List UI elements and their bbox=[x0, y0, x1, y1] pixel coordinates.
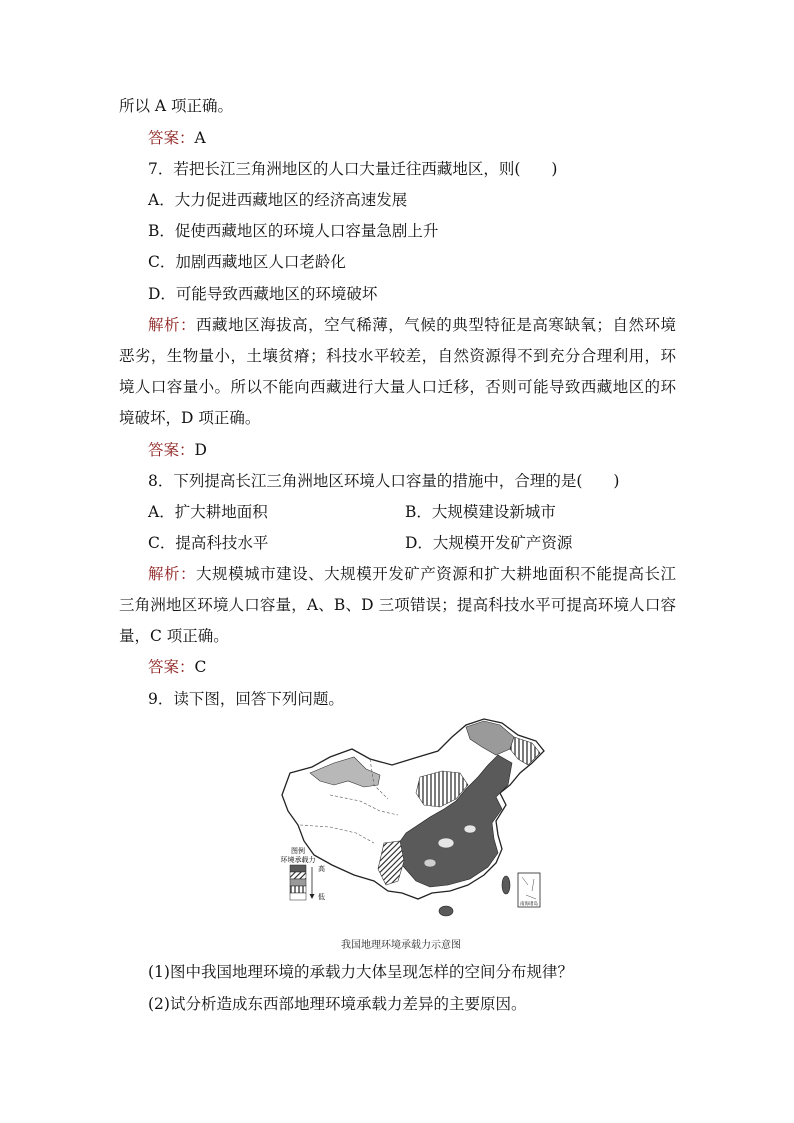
answer-value: D bbox=[194, 441, 207, 459]
answer-label: 答案： bbox=[148, 658, 195, 676]
q7-option-d: D．可能导致西藏地区的环境破坏 bbox=[148, 285, 378, 303]
legend-high: 高 bbox=[318, 865, 325, 873]
legend-swatch-3 bbox=[290, 879, 306, 886]
analysis-label: 解析： bbox=[148, 565, 197, 583]
answer-label: 答案： bbox=[148, 441, 195, 459]
legend-swatches bbox=[290, 865, 306, 900]
legend-subtitle: 环境承载力 bbox=[280, 856, 316, 864]
q7-analysis-line-2: 恶劣，生物量小，土壤贫瘠；科技水平较差，自然资源得不到充分合理利用，环 bbox=[119, 347, 676, 365]
taiwan-island bbox=[502, 876, 510, 894]
q6-answer bbox=[148, 128, 206, 148]
q8-option-c: C．提高科技水平 bbox=[148, 534, 269, 552]
analysis-label: 解析： bbox=[148, 316, 197, 334]
hainan-island bbox=[439, 906, 453, 916]
map-caption: 我国地理环境承载力示意图 bbox=[341, 940, 461, 951]
inset-label: 南海诸岛 bbox=[520, 902, 538, 907]
q8-analysis-line-3: 量，C 项正确。 bbox=[119, 627, 229, 645]
answer-value: C bbox=[194, 658, 207, 676]
q9-stem: 9．读下图，回答下列问题。 bbox=[148, 690, 344, 708]
q7-option-b: B．促使西藏地区的环境人口容量急剧上升 bbox=[148, 222, 439, 240]
q7-analysis-line-4: 境破坏，D 项正确。 bbox=[119, 409, 261, 427]
q7-analysis-line-1: 解析：西藏地区海拔高，空气稀薄，气候的典型特征是高寒缺氧；自然环境 bbox=[148, 316, 676, 334]
q6-conclusion: 所以 A 项正确。 bbox=[119, 97, 234, 115]
q8-option-a: A．扩大耕地面积 bbox=[148, 503, 268, 521]
q7-analysis-line-3: 境人口容量小。所以不能向西藏进行大量人口迁移，否则可能导致西藏地区的环 bbox=[119, 378, 676, 396]
legend-low: 低 bbox=[318, 893, 325, 901]
q9-subquestion-1: (1)图中我国地理环境的承载力大体呈现怎样的空间分布规律？ bbox=[148, 963, 573, 981]
q8-option-d: D．大规模开发矿产资源 bbox=[405, 534, 573, 552]
q7-answer bbox=[148, 440, 207, 460]
legend-arrow-head bbox=[310, 894, 315, 899]
region-low-patch bbox=[438, 838, 454, 848]
q8-stem: 8．下列提高长江三角洲地区环境人口容量的措施中，合理的是( ) bbox=[148, 472, 620, 490]
q7-option-a: A．大力促进西藏地区的经济高速发展 bbox=[148, 191, 408, 209]
legend-title: 图例 bbox=[291, 847, 305, 855]
answer-label: 答案： bbox=[148, 129, 195, 147]
china-carrying-capacity-map bbox=[270, 715, 560, 930]
q7-stem: 7．若把长江三角洲地区的人口大量迁往西藏地区，则( ) bbox=[148, 160, 558, 178]
region-low-patch bbox=[424, 859, 436, 867]
q8-answer bbox=[148, 657, 206, 677]
legend-swatch-2 bbox=[290, 872, 306, 879]
legend-swatch-4 bbox=[290, 886, 306, 893]
legend-swatch-low bbox=[290, 893, 306, 900]
legend-swatch-high bbox=[290, 865, 306, 872]
region-low-patch bbox=[464, 825, 476, 833]
answer-value: A bbox=[194, 129, 206, 147]
q8-analysis-line-2: 三角洲地区环境人口容量，A、B、D 三项错误；提高科技水平可提高环境人口容 bbox=[119, 596, 676, 614]
q8-analysis-line-1: 解析：大规模城市建设、大规模开发矿产资源和扩大耕地面积不能提高长江 bbox=[148, 565, 676, 583]
q7-option-c: C．加剧西藏地区人口老龄化 bbox=[148, 253, 346, 271]
q8-option-b: B．大规模建设新城市 bbox=[405, 503, 556, 521]
q9-subquestion-2: (2)试分析造成东西部地理环境承载力差异的主要原因。 bbox=[148, 995, 527, 1013]
